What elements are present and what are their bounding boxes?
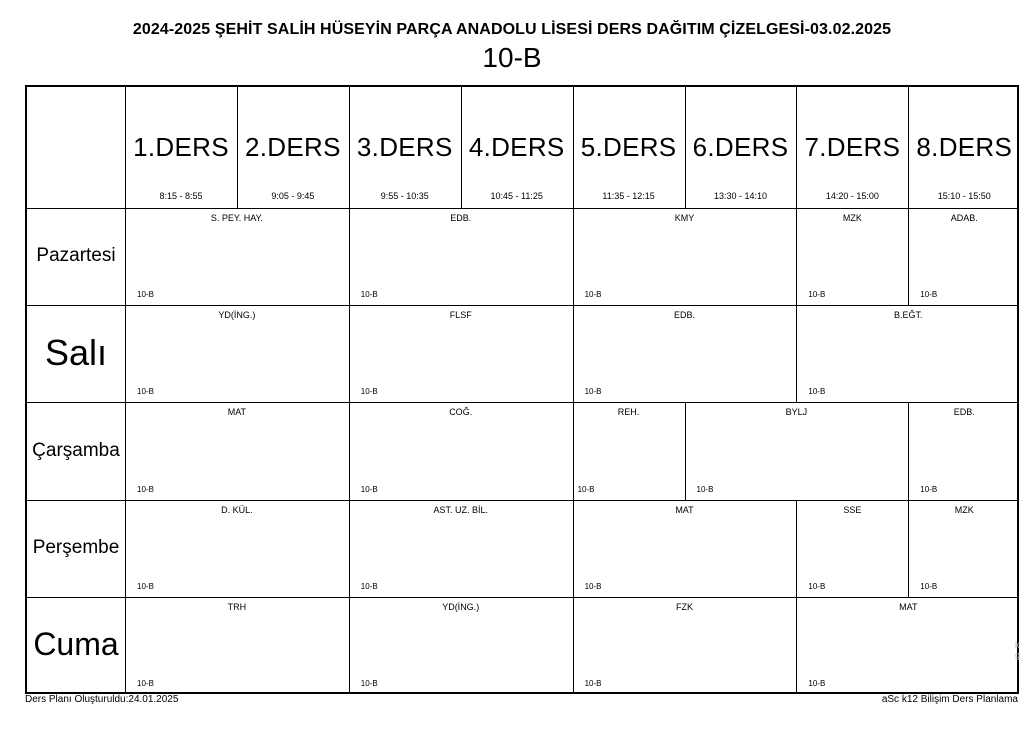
lesson-class: 10-B (360, 581, 378, 591)
lesson-subject: EDB. (450, 213, 472, 223)
period-header: 7.DERS (804, 132, 901, 162)
software-credit: aSc k12 Bilişim Ders Planlama (881, 694, 1018, 705)
lesson-subject: YD(İNG.) (442, 601, 480, 612)
lesson-subject: TRH (227, 601, 247, 612)
lesson-class: 10-B (920, 290, 938, 300)
day-name: Salı (44, 332, 108, 374)
lesson-subject: EDB. (953, 407, 975, 418)
lesson-subject: SSE (843, 504, 862, 515)
period-time: 9:05 - 9:45 (271, 191, 315, 201)
page-title: 2024-2025 ŞEHİT SALİH HÜSEYİN PARÇA ANADOLU LİSESİ DERS DAĞITIM ÇİZELGESİ-03.02.2025 (132, 21, 892, 38)
period-header: 4.DERS (468, 132, 565, 162)
lesson-class: 10-B (808, 679, 826, 688)
lesson-subject: B.EĞT. (894, 310, 923, 321)
lesson-class: 10-B (920, 581, 938, 591)
lesson-class: 10-B (137, 290, 154, 300)
lesson-subject: FZK (675, 601, 693, 612)
lesson-subject: MAT (227, 407, 247, 418)
lesson-subject: ADAB. (950, 213, 978, 223)
period-header: 8.DERS (916, 132, 1013, 162)
lesson-class: 10-B (584, 581, 602, 591)
edge-mark: k g (1015, 640, 1021, 660)
lesson-subject: KMY (674, 213, 695, 223)
period-header: 6.DERS (692, 132, 789, 162)
period-time: 10:45 - 11:25 (490, 191, 543, 201)
lesson-subject: REH. (617, 407, 640, 418)
day-name: Çarşamba (32, 439, 120, 461)
grid-line (27, 305, 1017, 306)
lesson-subject: BYLJ (785, 407, 808, 418)
lesson-subject: MZK (842, 213, 862, 223)
grid-line (27, 402, 1017, 403)
period-time: 15:10 - 15:50 (937, 191, 991, 201)
lesson-class: 10-B (584, 290, 602, 300)
period-time: 14:20 - 15:00 (825, 191, 879, 201)
lesson-subject: FLSF (449, 310, 472, 321)
timetable-grid (25, 85, 1019, 694)
grid-line (27, 500, 1017, 501)
lesson-subject: MAT (675, 504, 694, 515)
lesson-subject: EDB. (673, 310, 695, 321)
lesson-subject: D. KÜL. (221, 504, 253, 515)
lesson-class: 10-B (360, 484, 378, 494)
day-name: Perşembe (32, 536, 120, 558)
lesson-class: 10-B (577, 484, 595, 494)
lesson-class: 10-B (808, 387, 826, 397)
lesson-class: 10-B (808, 581, 826, 591)
grid-line (27, 208, 1017, 209)
day-name: Pazartesi (36, 245, 116, 267)
lesson-class: 10-B (696, 484, 714, 494)
grid-line (27, 597, 1017, 598)
day-name: Cuma (33, 626, 119, 663)
lesson-class: 10-B (137, 679, 154, 688)
period-time: 8:15 - 8:55 (159, 191, 203, 201)
period-time: 9:55 - 10:35 (380, 191, 429, 201)
lesson-subject: MAT (899, 601, 918, 612)
lesson-class: 10-B (360, 387, 378, 397)
lesson-class: 10-B (137, 484, 154, 494)
period-time: 13:30 - 14:10 (713, 191, 768, 201)
lesson-class: 10-B (808, 290, 826, 300)
period-header: 1.DERS (133, 132, 229, 162)
class-name: 10-B (482, 42, 542, 73)
lesson-subject: AST. UZ. BİL. (433, 504, 488, 515)
period-header: 5.DERS (580, 132, 677, 162)
lesson-class: 10-B (584, 387, 602, 397)
lesson-class: 10-B (584, 679, 602, 688)
period-header: 3.DERS (356, 132, 453, 162)
lesson-class: 10-B (920, 484, 938, 494)
lesson-class: 10-B (137, 387, 154, 397)
lesson-class: 10-B (360, 679, 378, 688)
lesson-class: 10-B (360, 290, 378, 300)
lesson-subject: MZK (954, 504, 974, 515)
lesson-subject: S. PEY. HAY. (210, 213, 263, 223)
lesson-subject: COĞ. (449, 407, 473, 418)
period-time: 11:35 - 12:15 (602, 191, 655, 201)
creation-date: Ders Planı Oluşturuldu:24.01.2025 (25, 694, 179, 705)
lesson-class: 10-B (137, 581, 154, 591)
lesson-subject: YD(İNG.) (218, 310, 256, 321)
period-header: 2.DERS (245, 132, 341, 162)
